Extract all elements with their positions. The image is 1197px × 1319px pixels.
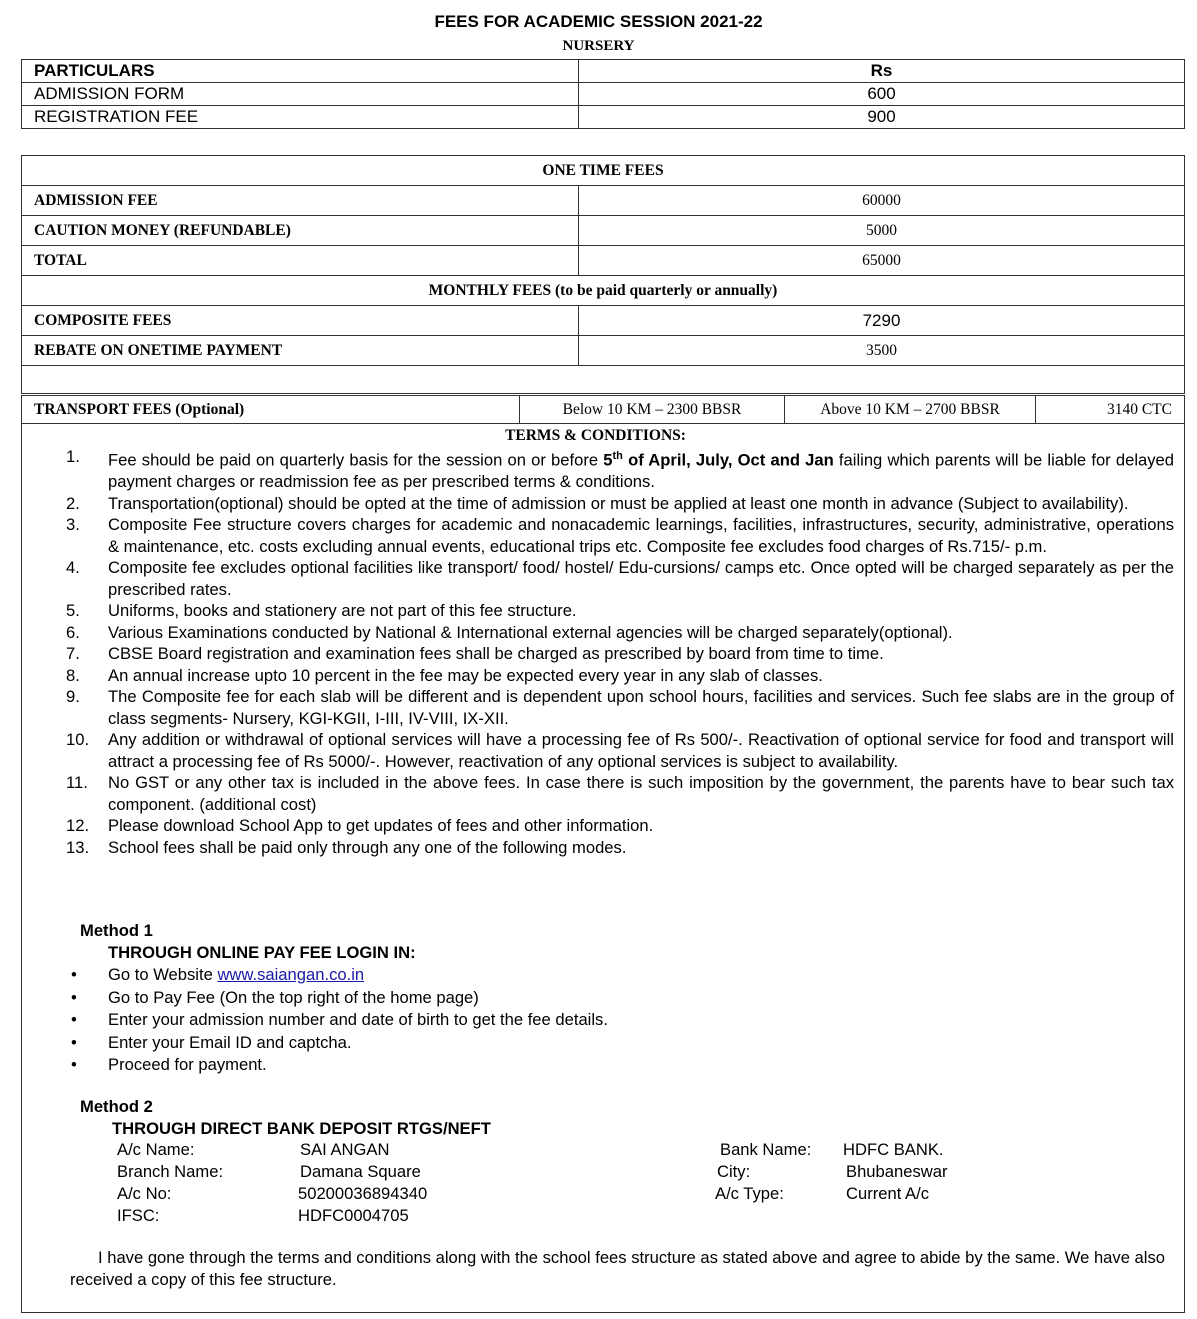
list-item — [66, 686, 1174, 729]
website-link[interactable]: www.saiangan.co.in — [217, 965, 365, 984]
step-text: Proceed for payment. — [108, 1055, 267, 1074]
list-item — [66, 815, 1174, 837]
basic-fees-table — [21, 59, 1185, 129]
term-bold-text: of April, July, Oct and Jan — [622, 450, 834, 470]
term-text: The Composite fee for each slab will be different and is dependent upon school hours, facilities and services. Such fee slabs are in the group of class segments- Nursery, KGI-KGII, I-III, IV-VIII, IX-XII. — [108, 687, 1174, 728]
terms-heading: TERMS & CONDITIONS: — [505, 427, 686, 444]
list-number: 8. — [66, 665, 80, 685]
row-value: 600 — [579, 83, 1185, 106]
ifsc-value: HDFC0004705 — [298, 1206, 409, 1225]
term-text: Various Examinations conducted by National & International external agencies will be charged separately(optional). — [108, 622, 953, 642]
term-text: No GST or any other tax is included in the above fees. In case there is such imposition by the government, the parents have to bear such tax component. (additional cost) — [108, 773, 1174, 814]
branch-label: Branch Name: — [117, 1162, 224, 1181]
table-row — [22, 186, 1185, 216]
list-item — [66, 772, 1174, 815]
method2-title: Method 2 — [80, 1097, 153, 1116]
term-superscript: th — [612, 450, 623, 462]
step-text: Go to Pay Fee (On the top right of the home page) — [108, 987, 479, 1007]
empty-row — [22, 366, 1185, 394]
page-subtitle: NURSERY — [562, 38, 635, 54]
row-label: COMPOSITE FEES — [22, 306, 579, 336]
list-number: 13. — [66, 837, 90, 857]
section-heading-row — [22, 156, 1185, 186]
step-text: Enter your Email ID and captcha. — [108, 1032, 352, 1052]
ac-no-value: 50200036894340 — [298, 1184, 428, 1203]
ac-type-label: A/c Type: — [715, 1184, 784, 1203]
list-item — [66, 1032, 608, 1055]
table-row — [22, 336, 1185, 366]
terms-list — [66, 446, 1174, 858]
row-label: REGISTRATION FEE — [22, 106, 579, 129]
transport-fees-table — [21, 395, 1185, 424]
table-row — [22, 216, 1185, 246]
table-row — [22, 306, 1185, 336]
bullet-icon: • — [71, 965, 77, 984]
fees-table — [21, 155, 1185, 394]
list-item — [66, 665, 1174, 687]
ac-name-label: A/c Name: — [117, 1140, 195, 1159]
list-item — [66, 729, 1174, 772]
row-label: ADMISSION FEE — [22, 186, 579, 216]
list-item — [66, 964, 608, 987]
step-text: Enter your admission number and date of birth to get the fee details. — [108, 1010, 608, 1029]
city-label: City: — [717, 1162, 751, 1181]
monthly-fees-heading: MONTHLY FEES (to be paid quarterly or annually) — [22, 276, 1185, 306]
term-text: Uniforms, books and stationery are not part of this fee structure. — [108, 601, 577, 621]
bullet-icon: • — [71, 1010, 77, 1029]
row-label: TOTAL — [22, 246, 579, 276]
page-title: FEES FOR ACADEMIC SESSION 2021-22 — [434, 12, 763, 31]
term-text: Fee should be paid on quarterly basis for the session on or before — [108, 450, 604, 470]
list-number: 3. — [66, 515, 80, 535]
list-item — [66, 557, 1174, 600]
table-row — [22, 106, 1185, 129]
term-text: Composite Fee structure covers charges for academic and nonacademic learnings, facilities, infrastructures, security, administrative, operations & maintenance, etc. costs excluding annual events, educational trips etc. Composite fee excludes food charges of Rs.715/- p.m. — [108, 515, 1174, 556]
empty-cell — [22, 366, 1185, 394]
term-bold-number: 5 — [603, 450, 613, 470]
term-text: Composite fee excludes optional facilities like transport/ food/ hostel/ Edu-cursions/ camps etc. Once opted will be charged separately as per the prescribed rates. — [108, 558, 1174, 599]
method1-steps — [66, 964, 608, 1077]
term-text: CBSE Board registration and examination fees shall be charged as prescribed by board from time to time. — [108, 644, 884, 664]
ac-type-value: Current A/c — [846, 1184, 930, 1203]
ac-name-value: SAI ANGAN — [300, 1140, 390, 1159]
term-text: An annual increase upto 10 percent in the fee may be expected every year in any slab of classes. — [108, 665, 823, 685]
bullet-icon: • — [71, 987, 77, 1007]
term-text: Any addition or withdrawal of optional services will have a processing fee of Rs 500/-. Reactivation of optional service for food and transport will attract a processing fee of Rs 5000/-. However, reactivation of any optional services is subject to availability. — [108, 730, 1174, 771]
list-number: 2. — [66, 493, 80, 513]
list-item — [66, 600, 1174, 622]
list-number: 10. — [66, 730, 90, 750]
list-item — [66, 1009, 608, 1032]
row-label: REBATE ON ONETIME PAYMENT — [22, 336, 579, 366]
row-value: 65000 — [579, 246, 1185, 276]
transport-label: TRANSPORT FEES (Optional) — [22, 396, 520, 424]
row-value: 7290 — [579, 306, 1185, 336]
list-number: 5. — [66, 601, 80, 621]
list-item — [66, 446, 1174, 493]
ifsc-label: IFSC: — [117, 1206, 160, 1225]
term-text: School fees shall be paid only through any one of the following modes. — [108, 837, 627, 857]
bank-name-label: Bank Name: — [720, 1140, 812, 1159]
list-number: 7. — [66, 644, 80, 664]
step-text: Go to Website — [108, 965, 218, 984]
list-number: 9. — [66, 687, 80, 707]
row-label: ADMISSION FORM — [22, 83, 579, 106]
table-row — [22, 396, 1185, 424]
list-item — [66, 622, 1174, 644]
list-item — [66, 1054, 608, 1077]
term-text: Transportation(optional) should be opted at the time of admission or must be applied at least one month in advance (Subject to availability). — [108, 493, 1129, 513]
list-item — [66, 987, 608, 1010]
method1-title: Method 1 — [80, 921, 153, 940]
column-header-particulars: PARTICULARS — [22, 60, 579, 83]
row-value: 60000 — [579, 186, 1185, 216]
column-header-rs: Rs — [579, 60, 1185, 83]
table-header-row — [22, 60, 1185, 83]
list-number: 11. — [66, 773, 88, 793]
agreement-text: I have gone through the terms and conditions along with the school fees structure as stated above and agree to abide by the same. We have also received a copy of this fee structure. — [70, 1248, 1165, 1289]
transport-below: Below 10 KM – 2300 BBSR — [520, 396, 785, 424]
transport-ctc: 3140 CTC — [1036, 396, 1185, 424]
row-value: 5000 — [579, 216, 1185, 246]
list-item — [66, 493, 1174, 515]
method1-subtitle: THROUGH ONLINE PAY FEE LOGIN IN: — [108, 943, 416, 962]
method2-subtitle: THROUGH DIRECT BANK DEPOSIT RTGS/NEFT — [112, 1119, 491, 1138]
table-row — [22, 246, 1185, 276]
transport-above: Above 10 KM – 2700 BBSR — [785, 396, 1036, 424]
list-number: 4. — [66, 558, 80, 578]
city-value: Bhubaneswar — [846, 1162, 948, 1181]
ac-no-label: A/c No: — [117, 1184, 172, 1203]
bank-name-value: HDFC BANK. — [843, 1140, 944, 1159]
term-text: failing which parents will be liable for delayed payment charges or readmission fee as per prescribed terms & conditions. — [108, 450, 1174, 492]
list-number: 6. — [66, 622, 80, 642]
list-number: 1. — [66, 447, 80, 466]
row-value: 900 — [579, 106, 1185, 129]
term-text: Please download School App to get updates of fees and other information. — [108, 816, 654, 836]
list-item — [66, 514, 1174, 557]
list-item — [66, 837, 1174, 859]
table-row — [22, 83, 1185, 106]
row-label: CAUTION MONEY (REFUNDABLE) — [22, 216, 579, 246]
list-item — [66, 643, 1174, 665]
one-time-fees-heading: ONE TIME FEES — [22, 156, 1185, 186]
bullet-icon: • — [71, 1055, 77, 1074]
row-value: 3500 — [579, 336, 1185, 366]
list-number: 12. — [66, 816, 90, 836]
branch-value: Damana Square — [300, 1162, 421, 1181]
bullet-icon: • — [71, 1032, 77, 1052]
section-heading-row — [22, 276, 1185, 306]
